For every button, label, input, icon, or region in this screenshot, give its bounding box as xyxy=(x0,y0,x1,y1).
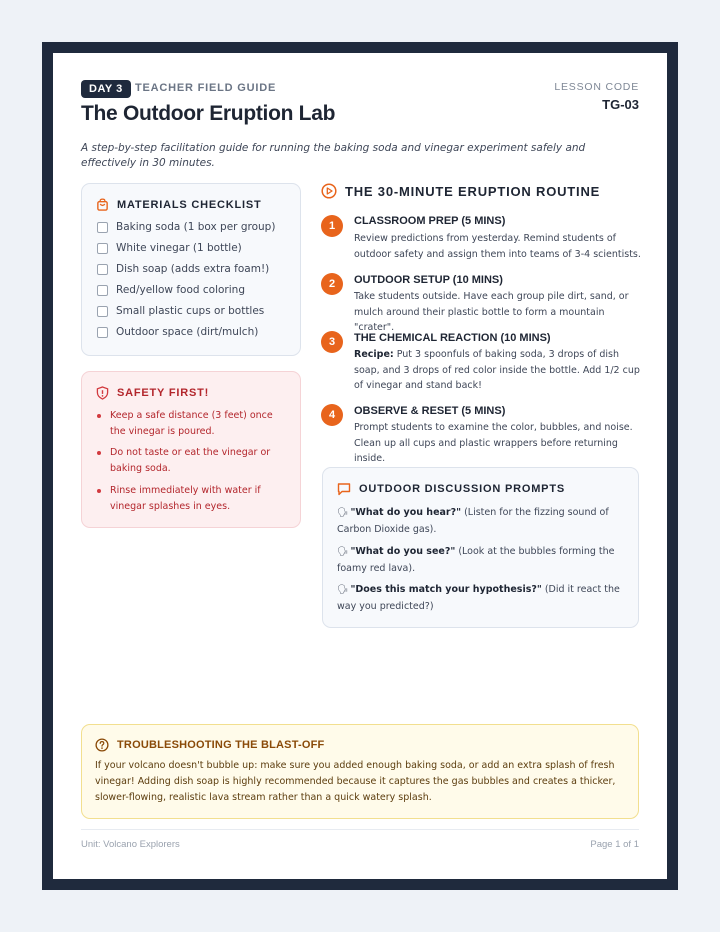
step-number: 4 xyxy=(321,404,343,426)
day-badge: DAY 3 xyxy=(81,80,131,98)
safety-rule: Rinse immediately with water if vinegar splashes in eyes. xyxy=(95,483,287,514)
footer-page-number: Page 1 of 1 xyxy=(590,839,639,850)
step-title: CLASSROOM PREP (5 MINS) xyxy=(354,215,506,227)
checkbox[interactable] xyxy=(97,285,108,296)
checkbox[interactable] xyxy=(97,222,108,233)
checklist-item[interactable]: Dish soap (adds extra foam!) xyxy=(97,263,269,275)
step-number: 2 xyxy=(321,273,343,295)
materials-card xyxy=(81,183,301,356)
lesson-code: TG-03 xyxy=(602,97,639,112)
safety-card xyxy=(81,371,301,528)
play-circle-icon xyxy=(321,183,337,199)
materials-heading: MATERIALS CHECKLIST xyxy=(96,198,262,211)
step-number: 3 xyxy=(321,331,343,353)
discussion-prompt: 🗣 "What do you hear?" (Listen for the fizzing sound of Carbon Dioxide gas). xyxy=(337,507,609,535)
safety-heading: SAFETY FIRST! xyxy=(96,386,209,400)
discussion-prompt: 🗣 "What do you see?" (Look at the bubbles forming the foamy red lava). xyxy=(337,546,615,574)
guide-label: TEACHER FIELD GUIDE xyxy=(135,82,277,94)
routine-heading: THE 30-MINUTE ERUPTION ROUTINE xyxy=(321,183,600,199)
footer-unit: Unit: Volcano Explorers xyxy=(81,839,180,850)
troubleshooting-body: If your volcano doesn't bubble up: make sure you added enough baking soda, or add an extra splash of fresh vinegar! Adding dish soap is highly recommended because it captures the gas bubbles and creates a thicker, slower-flowing, realistic lava stream rather than a quick watery splash. xyxy=(95,760,616,803)
troubleshooting-heading: TROUBLESHOOTING THE BLAST-OFF xyxy=(95,738,324,752)
shopping-bag-icon xyxy=(96,198,109,211)
checklist-item[interactable]: Red/yellow food coloring xyxy=(97,284,245,296)
lesson-code-label: LESSON CODE xyxy=(554,81,639,93)
discussion-card xyxy=(322,467,639,628)
step-title: OBSERVE & RESET (5 MINS) xyxy=(354,405,506,417)
discussion-heading: OUTDOOR DISCUSSION PROMPTS xyxy=(337,482,565,496)
step-title: THE CHEMICAL REACTION (10 MINS) xyxy=(354,332,551,344)
safety-rule: Do not taste or eat the vinegar or baking soda. xyxy=(95,445,287,476)
recipe-label: Recipe: xyxy=(354,349,394,360)
footer-divider xyxy=(81,829,639,830)
step-body: Take students outside. Have each group pile dirt, sand, or mulch around their plastic bottle to form a mountain "crater". xyxy=(354,291,629,333)
troubleshooting-card xyxy=(81,724,639,819)
checkbox[interactable] xyxy=(97,243,108,254)
question-circle-icon xyxy=(95,738,109,752)
checklist-item[interactable]: Baking soda (1 box per group) xyxy=(97,221,275,233)
safety-rule: Keep a safe distance (3 feet) once the vinegar is poured. xyxy=(95,408,287,439)
checklist-item[interactable]: Outdoor space (dirt/mulch) xyxy=(97,326,258,338)
chat-bubble-icon xyxy=(337,482,351,496)
speaking-head-icon: 🗣 xyxy=(337,547,349,557)
checklist-item[interactable]: White vinegar (1 bottle) xyxy=(97,242,242,254)
speaking-head-icon: 🗣 xyxy=(337,508,349,518)
step-body: Prompt students to examine the color, bubbles, and noise. Clean up all cups and plastic wrappers before returning inside. xyxy=(354,422,633,464)
shield-alert-icon xyxy=(96,386,109,400)
speaking-head-icon: 🗣 xyxy=(337,585,349,595)
checkbox[interactable] xyxy=(97,306,108,317)
checkbox[interactable] xyxy=(97,264,108,275)
step-body: Review predictions from yesterday. Remind students of outdoor safety and assign them into teams of 3-4 scientists. xyxy=(354,233,641,260)
page-title: The Outdoor Eruption Lab xyxy=(81,102,336,125)
page-subtitle: A step-by-step facilitation guide for running the baking soda and vinegar experiment safely and effectively in 30 minutes. xyxy=(81,142,586,169)
step-body: Recipe: Put 3 spoonfuls of baking soda, 3 drops of dish soap, and 3 drops of red color inside the bottle. Add 1/2 cup of vinegar and stand back! xyxy=(354,349,640,391)
checkbox[interactable] xyxy=(97,327,108,338)
discussion-prompt: 🗣 "Does this match your hypothesis?" (Did it react the way you predicted?) xyxy=(337,584,620,612)
guide-page xyxy=(53,53,667,879)
checklist-item[interactable]: Small plastic cups or bottles xyxy=(97,305,264,317)
step-number: 1 xyxy=(321,215,343,237)
step-title: OUTDOOR SETUP (10 MINS) xyxy=(354,274,503,286)
